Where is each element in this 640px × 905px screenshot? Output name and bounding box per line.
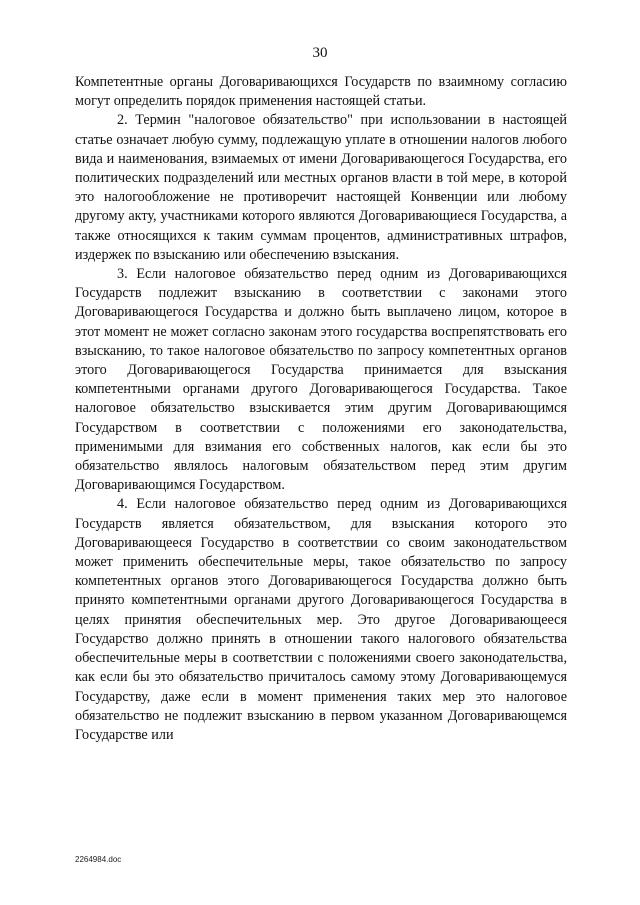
page-number: 30 <box>312 45 328 61</box>
document-body <box>75 73 567 745</box>
paragraph-4: 4. Если налоговое обязательство перед одним из Договаривающихся Государств является обязательством, для взыскания которого это Договаривающееся Государство в соответствии со своим законодательством может применить обеспечительные меры, такое обязательство по запросу компетентных органов этого Договаривающегося Государства должно быть принято компетентными органами другого Договаривающегося Государства в целях принятия обеспечительных мер. Это другое Договаривающееся Государство должно принять в отношении такого налогового обязательства обеспечительные меры в соответствии с положениями своего законодательства, как если бы это обязательство причиталось самому этому Договаривающемуся Государству, даже если в момент применения таких мер это налоговое обязательство не подлежит взысканию в первом указанном Договаривающемся Государстве или <box>75 496 567 743</box>
paragraph-3: 3. Если налоговое обязательство перед одним из Договаривающихся Государств подлежит взысканию в соответствии с законами этого Договаривающегося Государства и должно быть выплачено лицом, которое в этот момент не может согласно законам этого государства воспрепятствовать его взысканию, то такое налоговое обязательство по запросу компетентных органов этого Договаривающегося Государства принимается для взыскания компетентными органами другого Договаривающегося Государства. Такое налоговое обязательство взыскивается этим другим Договаривающимся Государством в соответствии с положениями его законодательства, применимыми для взимания его собственных налогов, как если бы это обязательство являлось налоговым обязательством перед этим другим Договаривающимся Государством. <box>75 266 567 494</box>
paragraph-2: 2. Термин "налоговое обязательство" при использовании в настоящей статье означает любую сумму, подлежащую уплате в отношении налогов любого вида и наименования, взимаемых от имени Договаривающегося Государства, его политических подразделений или местных органов власти в той мере, в которой это налогообложение не противоречит настоящей Конвенции или любому другому акту, участниками которого являются Договаривающиеся Государства, а также относящихся к таким суммам процентов, административных штрафов, издержек по взысканию или обеспечению взыскания. <box>75 112 567 263</box>
footer-filename: 2264984.doc <box>75 855 122 864</box>
paragraph-intro: Компетентные органы Договаривающихся Государств по взаимному согласию могут определить порядок применения настоящей статьи. <box>75 74 567 110</box>
